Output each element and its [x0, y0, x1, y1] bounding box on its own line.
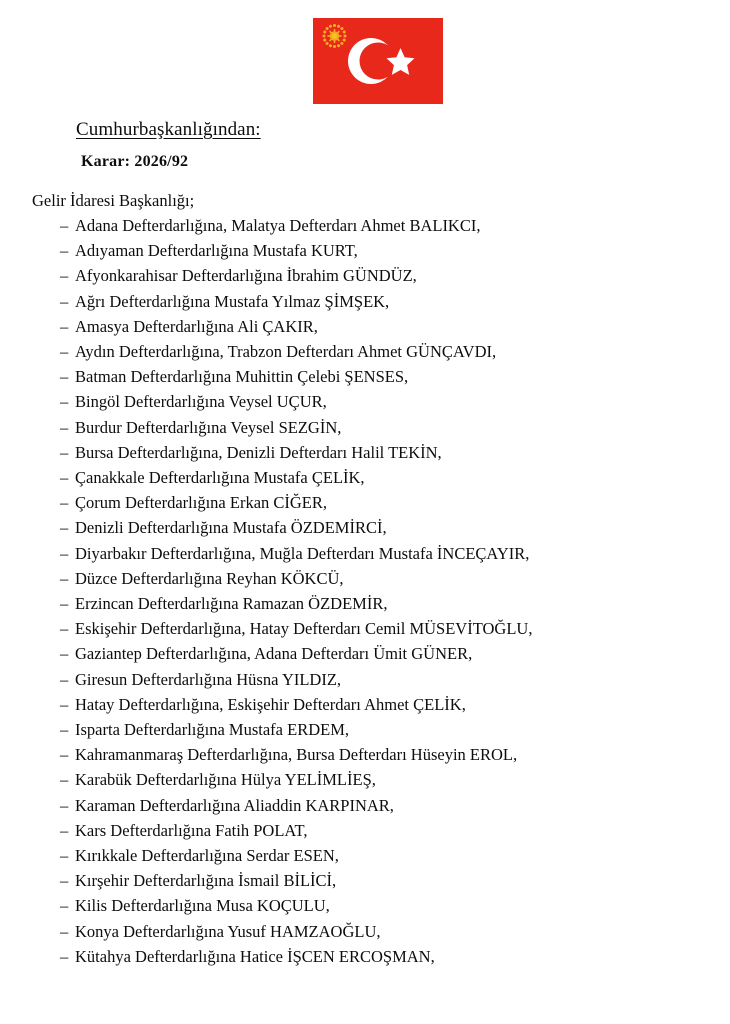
- appointment-text: Düzce Defterdarlığına Reyhan KÖKCÜ,: [75, 568, 344, 588]
- list-dash-icon: –: [60, 392, 69, 412]
- list-dash-icon: –: [60, 871, 69, 891]
- list-item: [0, 641, 730, 666]
- list-dash-icon: –: [60, 518, 69, 538]
- appointment-text: Eskişehir Defterdarlığına, Hatay Defterdarı Cemil MÜSEVİTOĞLU,: [75, 619, 533, 639]
- appointment-text: Burdur Defterdarlığına Veysel SEZGİN,: [75, 417, 342, 437]
- list-item: [0, 893, 730, 918]
- list-dash-icon: –: [60, 291, 69, 311]
- list-item: [0, 717, 730, 742]
- list-item: [0, 339, 730, 364]
- document-heading-block: [0, 118, 730, 172]
- list-dash-icon: –: [60, 442, 69, 462]
- list-item: [0, 389, 730, 414]
- list-item: [0, 364, 730, 389]
- intro-line: Gelir İdaresi Başkanlığı;: [32, 191, 195, 210]
- list-item: [0, 868, 730, 893]
- list-dash-icon: –: [60, 316, 69, 336]
- appointment-text: Hatay Defterdarlığına, Eskişehir Defterdarı Ahmet ÇELİK,: [75, 694, 466, 714]
- list-dash-icon: –: [60, 216, 69, 235]
- list-dash-icon: –: [60, 770, 69, 790]
- appointment-text: Adana Defterdarlığına, Malatya Defterdarı Ahmet BALIKCI,: [75, 216, 481, 235]
- list-dash-icon: –: [60, 820, 69, 840]
- list-item: [0, 591, 730, 616]
- list-item: [0, 818, 730, 843]
- appointment-text: Çanakkale Defterdarlığına Mustafa ÇELİK,: [75, 468, 365, 488]
- list-dash-icon: –: [60, 644, 69, 664]
- list-dash-icon: –: [60, 468, 69, 488]
- list-dash-icon: –: [60, 594, 69, 614]
- list-item: [0, 263, 730, 288]
- appointment-text: Aydın Defterdarlığına, Trabzon Defterdarı Ahmet GÜNÇAVDI,: [75, 342, 497, 362]
- list-item: [0, 566, 730, 591]
- appointment-text: Karabük Defterdarlığına Hülya YELİMLİEŞ,: [75, 770, 376, 790]
- list-item: [0, 314, 730, 339]
- appointment-text: Kırıkkale Defterdarlığına Serdar ESEN,: [75, 846, 339, 866]
- list-dash-icon: –: [60, 694, 69, 714]
- appointment-text: Erzincan Defterdarlığına Ramazan ÖZDEMİR,: [75, 594, 388, 614]
- list-dash-icon: –: [60, 568, 69, 588]
- list-dash-icon: –: [60, 342, 69, 362]
- list-item: [0, 490, 730, 515]
- appointment-text: Giresun Defterdarlığına Hüsna YILDIZ,: [75, 669, 342, 689]
- list-dash-icon: –: [60, 266, 69, 286]
- list-dash-icon: –: [60, 946, 69, 966]
- list-dash-icon: –: [60, 493, 69, 513]
- list-item: [0, 515, 730, 540]
- list-dash-icon: –: [60, 720, 69, 740]
- list-dash-icon: –: [60, 241, 69, 261]
- appointment-text: Çorum Defterdarlığına Erkan CİĞER,: [75, 493, 328, 513]
- decision-number: Karar: 2026/92: [81, 153, 189, 170]
- appointment-text: Gaziantep Defterdarlığına, Adana Defterdarı Ümit GÜNER,: [75, 644, 473, 664]
- list-dash-icon: –: [60, 669, 69, 689]
- document-body: [0, 188, 730, 969]
- list-dash-icon: –: [60, 367, 69, 387]
- page-title: Cumhurbaşkanlığından:: [76, 119, 261, 140]
- list-item: [0, 238, 730, 263]
- list-item: [0, 465, 730, 490]
- list-item: [0, 289, 730, 314]
- list-dash-icon: –: [60, 619, 69, 639]
- turkish-flag-icon: [313, 18, 443, 104]
- list-item: [0, 440, 730, 465]
- appointment-text: Kilis Defterdarlığına Musa KOÇULU,: [75, 896, 330, 916]
- list-dash-icon: –: [60, 417, 69, 437]
- list-item: [0, 742, 730, 767]
- list-item: [0, 767, 730, 792]
- appointment-text: Konya Defterdarlığına Yusuf HAMZAOĞLU,: [75, 921, 381, 941]
- list-item: [0, 692, 730, 717]
- list-item: [0, 667, 730, 692]
- list-dash-icon: –: [60, 921, 69, 941]
- list-item: [0, 793, 730, 818]
- appointment-text: Diyarbakır Defterdarlığına, Muğla Defterdarı Mustafa İNCEÇAYIR,: [75, 543, 530, 563]
- list-item: [0, 843, 730, 868]
- appointment-text: Bingöl Defterdarlığına Veysel UÇUR,: [75, 392, 327, 412]
- list-item: [0, 541, 730, 566]
- appointment-text: Kahramanmaraş Defterdarlığına, Bursa Defterdarı Hüseyin EROL,: [75, 745, 518, 765]
- list-dash-icon: –: [60, 795, 69, 815]
- appointment-text: Kırşehir Defterdarlığına İsmail BİLİCİ,: [75, 871, 337, 891]
- list-item: [0, 213, 730, 238]
- list-item: [0, 415, 730, 440]
- list-dash-icon: –: [60, 745, 69, 765]
- list-item: [0, 616, 730, 641]
- appointment-text: Kars Defterdarlığına Fatih POLAT,: [75, 820, 308, 840]
- appointment-text: Karaman Defterdarlığına Aliaddin KARPINAR,: [75, 795, 394, 815]
- appointment-text: Isparta Defterdarlığına Mustafa ERDEM,: [75, 720, 349, 740]
- appointment-text: Ağrı Defterdarlığına Mustafa Yılmaz ŞİMŞEK,: [75, 291, 390, 311]
- list-item: [0, 944, 730, 969]
- list-item: [0, 919, 730, 944]
- appointment-text: Adıyaman Defterdarlığına Mustafa KURT,: [75, 241, 358, 261]
- appointment-text: Denizli Defterdarlığına Mustafa ÖZDEMİRCİ,: [75, 518, 387, 538]
- appointment-text: Kütahya Defterdarlığına Hatice İŞCEN ERCOŞMAN,: [75, 946, 435, 966]
- turkish-flag-emblem: [313, 18, 443, 104]
- appointment-text: Amasya Defterdarlığına Ali ÇAKIR,: [75, 316, 318, 336]
- appointment-text: Afyonkarahisar Defterdarlığına İbrahim GÜNDÜZ,: [75, 266, 417, 286]
- appointment-text: Batman Defterdarlığına Muhittin Çelebi ŞENSES,: [75, 367, 409, 387]
- list-dash-icon: –: [60, 896, 69, 916]
- list-dash-icon: –: [60, 543, 69, 563]
- list-dash-icon: –: [60, 846, 69, 866]
- appointment-list: [0, 213, 730, 969]
- appointment-text: Bursa Defterdarlığına, Denizli Defterdarı Halil TEKİN,: [75, 442, 442, 462]
